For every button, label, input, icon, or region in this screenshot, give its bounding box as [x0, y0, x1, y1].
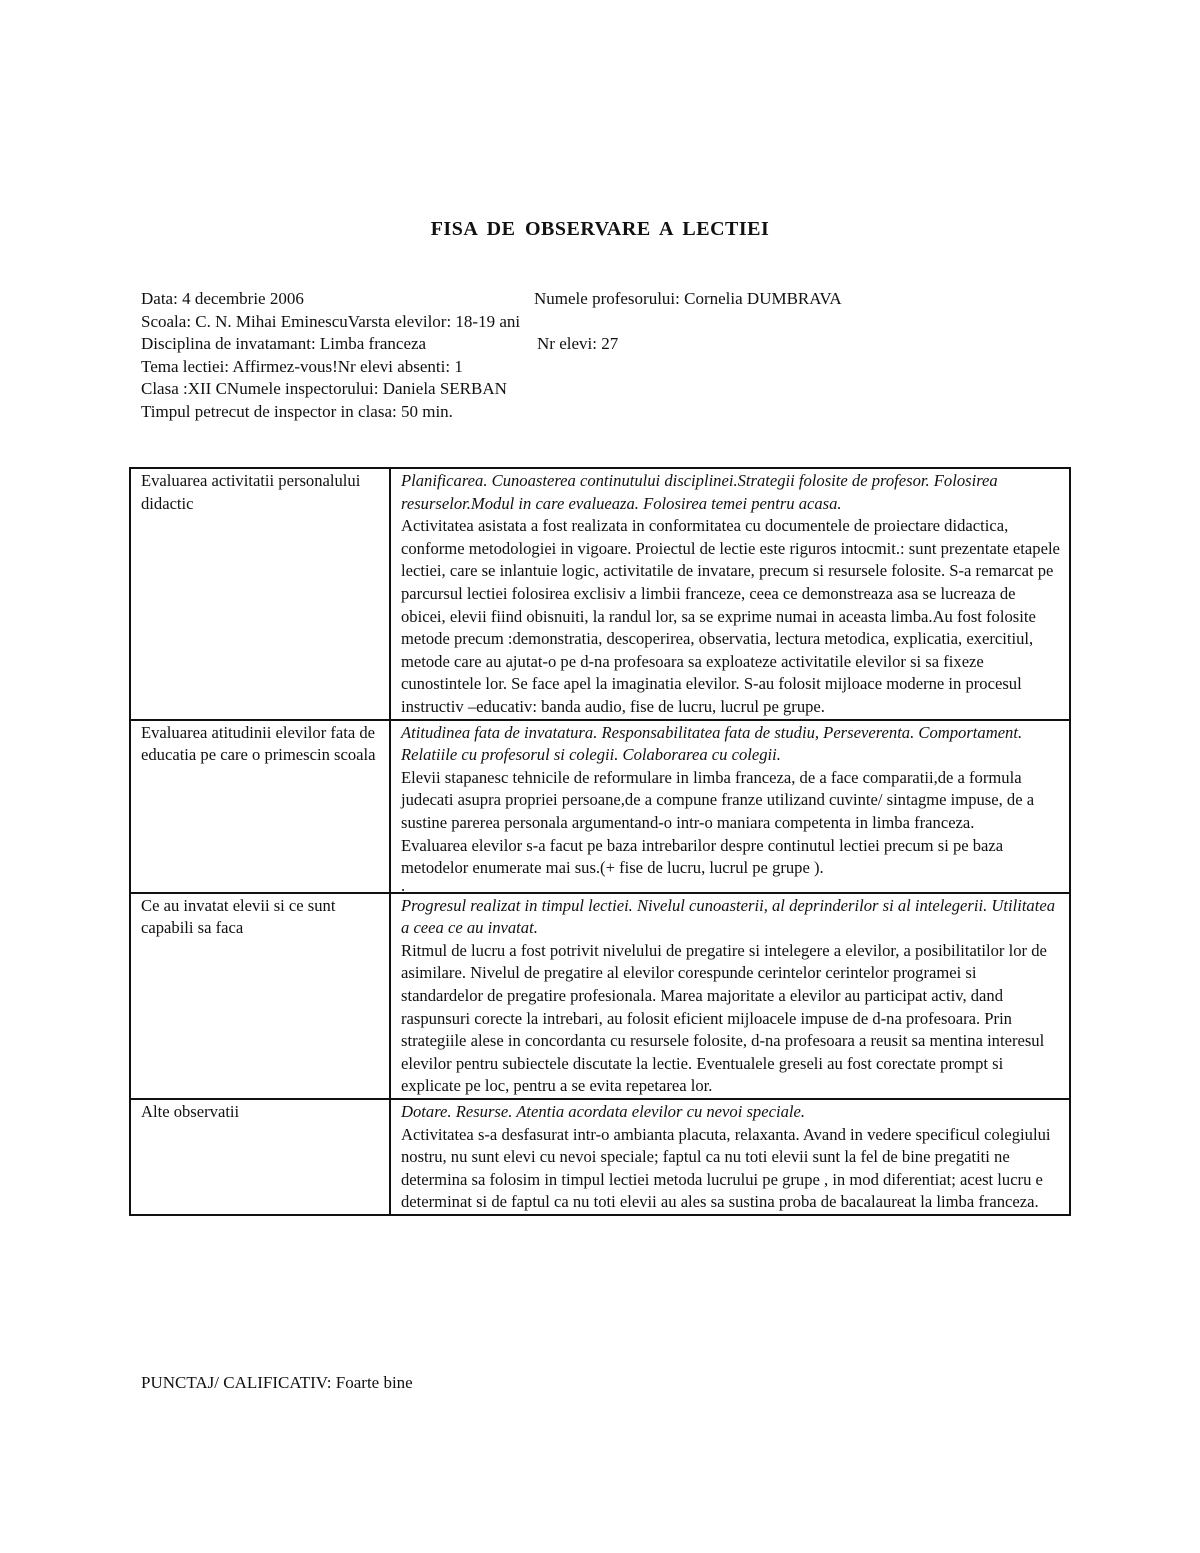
row-text: Activitatea asistata a fost realizata in conformitatea cu documentele de proiectare didactica, conforme metodologiei in vigoare. Proiectul de lectie este riguros intocmit.: sunt prezentate etapele lectiei, care se inlantuie logic, activitatile de invatare, precum si resursele folosite. S-a remarcat pe parcursul lectiei folosirea exclisiv a limbii franceze, ceea ce demonstreaza asa se lucreaza de obicei, elevii fiind obisnuiti, la randul lor, sa se exprime numai in aceasta limba.Au fost folosite metode precum :demonstratia, descoperirea, observatia, lectura metodica, explicatia, exercitiul, metode care au ajutat-o pe d-na profesoara sa exploateze activitatile elevilor si sa fixeze cunostintele lor. Se face apel la imaginatia elevilor. S-au folosit mijloace moderne in procesul instructiv –educativ: banda audio, fise de lucru, lucrul pe grupe.: [401, 516, 1060, 716]
row-label: Evaluarea activitatii personalului didactic: [130, 468, 390, 720]
row-text: Ritmul de lucru a fost potrivit nivelului de pregatire si intelegere a elevilor, a posibilitatilor lor de asimilare. Nivelul de pregatire al elevilor corespunde cerintelor cerintelor programei si standardelor de pregatire profesionala. Marea majoritate a elevilor au participat activ, dand raspunsuri corecte la intrebari, au folosit eficient mijloacele impuse de d-na profesoara. Prin strategiile alese in concordanta cu resursele folosite, d-na profesoara a reusit sa mentina interesul elevilor pentru subiectele discutate la lectie. Eventualele greseli au fost corectate prompt si explicate pe loc, pentru a se evita repetarea lor.: [401, 940, 1047, 1096]
row-text-3: .: [401, 875, 406, 895]
info-students: Nr elevi: 27: [537, 334, 619, 354]
info-line-date: [141, 288, 842, 311]
row-label: Ce au invatat elevii si ce sunt capabili sa faca: [130, 893, 390, 1099]
row-text-2: Evaluarea elevilor s-a facut pe baza intrebarilor despre continutul lectiei precum si pe baza metodelor enumerate mai sus.(+ fise de lucru, lucrul pe grupe ).: [401, 835, 1004, 878]
row-criteria: Dotare. Resurse. Atentia acordata elevilor cu nevoi speciale.: [401, 1102, 805, 1122]
info-topic: Tema lectiei: Affirmez-vous!Nr elevi absenti: 1: [141, 356, 463, 376]
row-content: [390, 720, 1070, 893]
info-date: Data: 4 decembrie 2006: [141, 289, 304, 308]
row-criteria: Atitudinea fata de invatatura. Responsabilitatea fata de studiu, Perseverenta. Comportament. Relatiile cu profesorul si colegii. Colaborarea cu colegii.: [401, 722, 1023, 765]
row-text: Activitatea s-a desfasurat intr-o ambianta placuta, relaxanta. Avand in vedere specificul colegiului nostru, nu sunt elevi cu nevoi speciale; faptul ca nu toti elevii sunt la fel de bine pregatiti ne determina sa folosim in timpul lectiei metoda lucrului pe grupe , in mod diferentiat; acest lucru e determinat si de faptul ca nu toti elevii au ales sa sustina proba de bacalaureat la limba franceza.: [401, 1124, 1051, 1212]
table-row: [130, 1099, 1070, 1215]
row-content: [390, 468, 1070, 720]
info-line-time: [141, 401, 520, 424]
table-row: [130, 893, 1070, 1099]
info-line-topic: [141, 356, 520, 379]
info-discipline: Disciplina de invatamant: Limba franceza: [141, 334, 427, 354]
info-line-school: [141, 311, 520, 334]
table-row: [130, 720, 1070, 893]
lesson-info: [141, 288, 842, 424]
row-content: [390, 1099, 1070, 1215]
row-text: Elevii stapanesc tehnicile de reformulare in limba franceza, de a face comparatii,de a formula judecati asupra propriei persoane,de a compune franze utilizand cuvinte/ sintagme impuse, de a sustine parerea personala argumentand-o intr-o maniara competenta in limba franceza.: [401, 767, 1035, 832]
rating-line: PUNCTAJ/ CALIFICATIV: Foarte bine: [141, 1373, 413, 1392]
info-line-discipline: [141, 333, 619, 356]
info-line-class: [141, 378, 520, 401]
row-label: Evaluarea atitudinii elevilor fata de educatia pe care o primescin scoala: [130, 720, 390, 893]
info-teacher: Numele profesorului: Cornelia DUMBRAVA: [534, 289, 842, 308]
info-time: Timpul petrecut de inspector in clasa: 50 min.: [141, 401, 453, 421]
row-content: [390, 893, 1070, 1099]
info-school: Scoala: C. N. Mihai EminescuVarsta elevilor: 18-19 ani: [141, 311, 521, 331]
observation-table: [129, 467, 1071, 1216]
row-label: Alte observatii: [130, 1099, 390, 1215]
info-class-inspector: Clasa :XII CNumele inspectorului: Daniela SERBAN: [141, 379, 507, 399]
document-title: FISA DE OBSERVARE A LECTIEI: [430, 218, 770, 240]
row-criteria: Progresul realizat in timpul lectiei. Nivelul cunoasterii, al deprinderilor si al intelegerii. Utilitatea a ceea ce au invatat.: [401, 895, 1056, 938]
table-row: [130, 468, 1070, 720]
row-criteria: Planificarea. Cunoasterea continutului disciplinei.Strategii folosite de profesor. Folosirea resurselor.Modul in care evalueaza. Folosirea temei pentru acasa.: [401, 471, 998, 513]
